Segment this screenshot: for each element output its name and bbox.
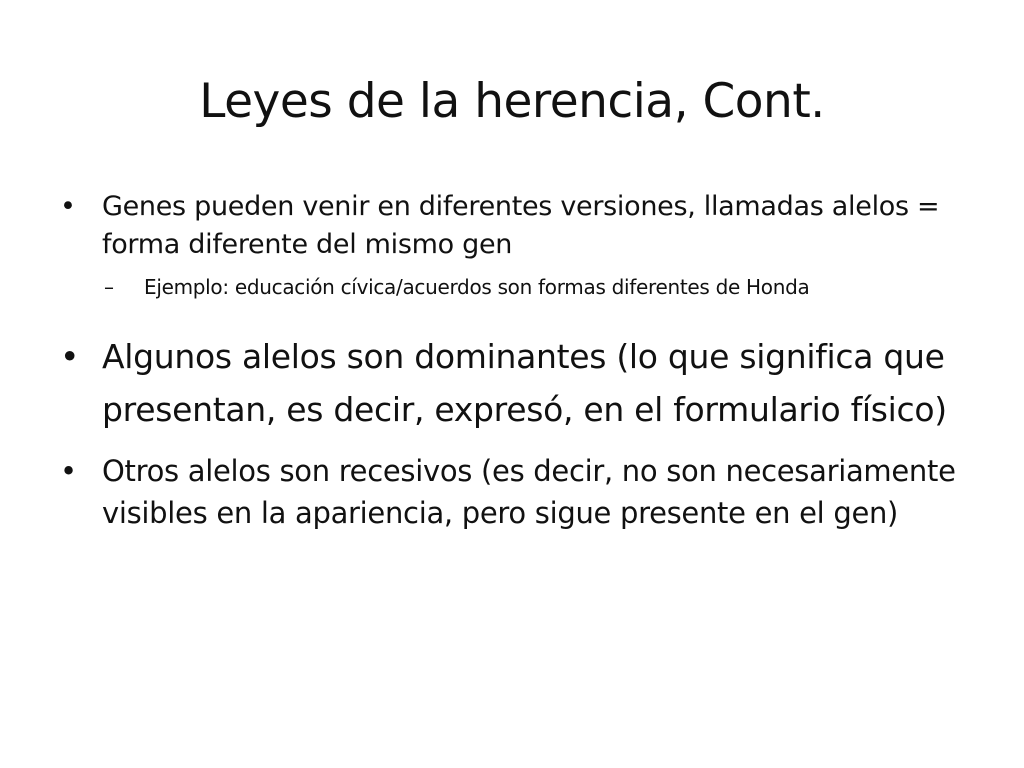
bullet-item [60,450,960,534]
bullet-item [60,188,960,264]
slide-title: Leyes de la herencia, Cont. [199,74,825,129]
bullet-dot-icon: • [60,454,77,488]
bullet-text: Algunos alelos son dominantes (lo que significa que presentan, es decir, expresó, en el formulario físico) [102,337,947,429]
sub-bullet-item [60,272,960,302]
dash-icon: – [104,275,114,299]
bullet-item [60,330,960,436]
bullet-text: Otros alelos son recesivos (es decir, no son necesariamente visibles en la apariencia, pero sigue presente en el gen) [102,454,956,530]
bullet-dot-icon: • [60,337,80,376]
slide-body [60,188,960,534]
sub-bullet-text: Ejemplo: educación cívica/acuerdos son formas diferentes de Honda [144,275,810,299]
bullet-dot-icon: • [60,191,76,222]
bullet-text: Genes pueden venir en diferentes versiones, llamadas alelos = forma diferente del mismo gen [102,191,940,260]
